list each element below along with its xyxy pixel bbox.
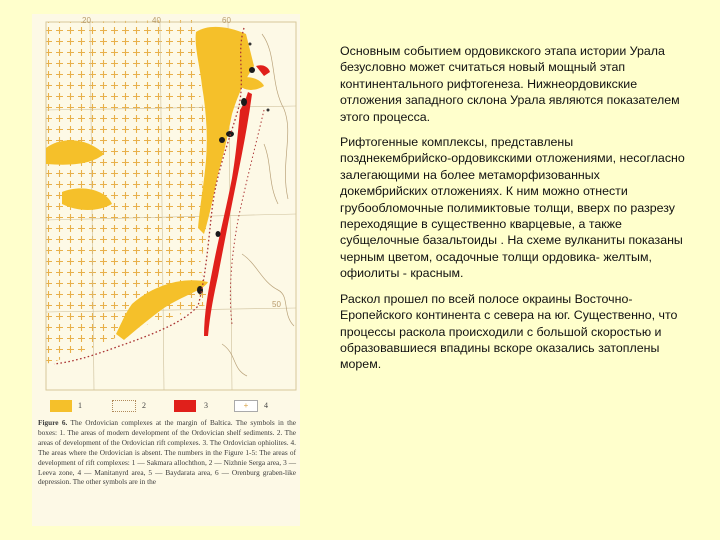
legend-swatch-rift — [112, 400, 136, 412]
latitude-label-50: 50 — [272, 300, 281, 309]
map-legend — [38, 396, 294, 418]
legend-number-2: 2 — [142, 401, 146, 410]
text-column — [340, 43, 685, 382]
legend-number-3: 3 — [204, 401, 208, 410]
legend-number-1: 1 — [78, 401, 82, 410]
paragraph-rift-complexes: Рифтогенные комплексы, представлены позднекембрийско-ордовикскими отложениями, несогласно залегающими на более метаморфизованных докембрийских отложениях. К ним можно отнести грубообломочные полимиктовые толщи, вверх по разрезу переходящие в существенно кварцевые, а также субщелочные базальтоиды . На схеме вулканиты показаны черным цветом, осадочные толщи ордовика- желтым, офиолиты - красным. — [340, 135, 685, 281]
geological-map — [32, 14, 300, 392]
longitude-label-20: 20 — [82, 16, 91, 25]
figure-caption-title: Figure 6. — [38, 418, 68, 427]
legend-swatch-ophiolite — [174, 400, 196, 412]
map-figure — [32, 14, 300, 526]
longitude-label-60: 60 — [222, 16, 231, 25]
legend-swatch-shelf — [50, 400, 72, 412]
figure-caption-text: The Ordovician complexes at the margin of Baltica. The symbols in the boxes: 1. The areas of modern development of the Ordovician shelf sediments. 2. The areas of development of the Ordovician rift complexes. 3. The Ordovician ophiolites. 4. The areas where the Ordovician is absent. The numbers in the Figure 1-5: The areas of development of rift complexes: 1 — Sakmara allochthon, 2 — Nizhnie Serga area, 3 — Leeva zone, 4 — Manitanyrd area, 5 — Baydarata area, 6 — Orenburg graben-like depression. The other symbols are in the — [38, 418, 296, 487]
legend-number-4: 4 — [264, 401, 268, 410]
longitude-label-40: 40 — [152, 16, 161, 25]
paragraph-rift-propagation: Раскол прошел по всей полосе окраины Восточно-Еропейского континента с севера на юг. Существенно, что процессы раскола происходили с большой скоростью и образовавшиеся впадины вскоре оказались затоплены морем. — [340, 291, 678, 372]
figure-caption — [38, 418, 296, 487]
paragraph-rifting-event: Основным событием ордовикского этапа истории Урала безусловно может считаться новый мощный этап континентального рифтогенеза. Нижнеордовикские отложения западного склона Урала являются показателем этого процесса. — [340, 44, 680, 124]
legend-swatch-absent: + — [234, 400, 258, 412]
